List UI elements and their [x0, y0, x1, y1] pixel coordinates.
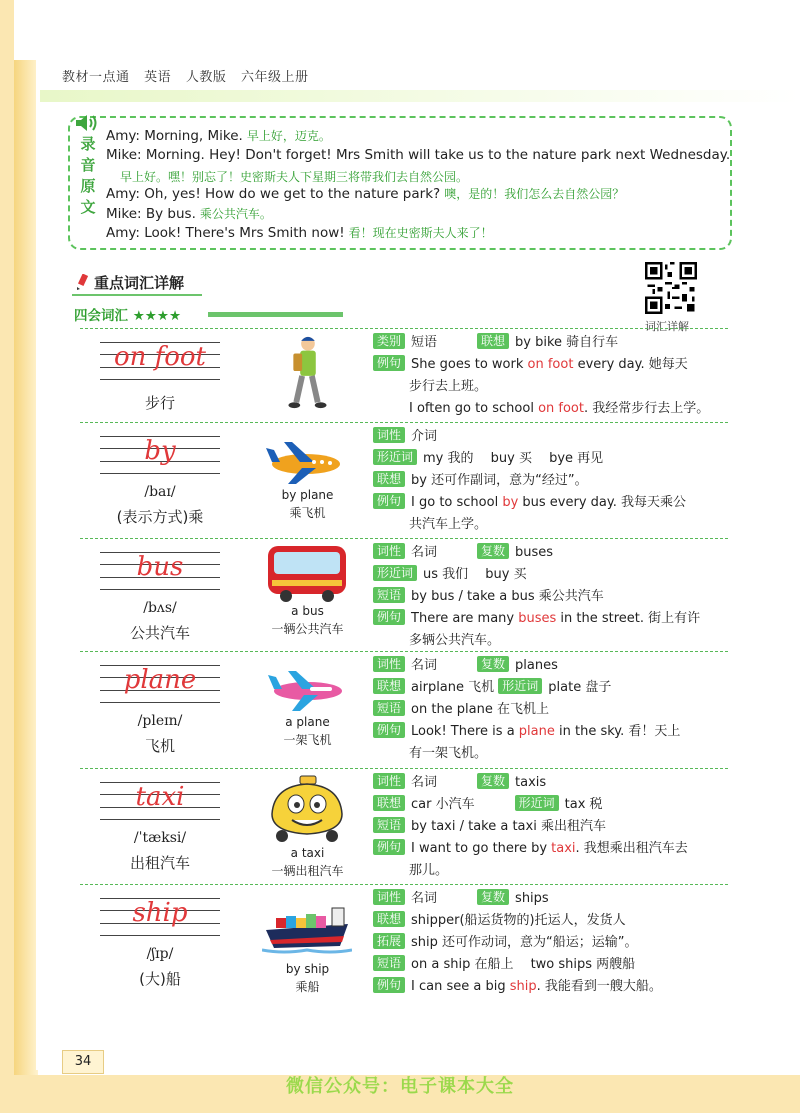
dialogue-line	[120, 168, 468, 185]
info-text: Look! There is a	[411, 724, 519, 739]
dialogue-en: Amy: Oh, yes! How do we get to the nature park?	[106, 186, 441, 202]
info-row	[373, 677, 680, 699]
qr-caption: 词汇详解	[645, 320, 689, 333]
highlighted-word: on foot	[538, 401, 584, 416]
dialogue-label-char: 音	[80, 156, 96, 174]
info-row	[373, 655, 680, 677]
info-tag: 形近词	[373, 449, 417, 465]
info-text: ships	[515, 891, 549, 906]
vocab-ipa: /bʌs/	[143, 600, 177, 616]
info-tag: 词性	[373, 543, 405, 559]
info-row	[373, 932, 662, 954]
info-text: every day. 她每天	[573, 357, 688, 372]
info-text: 短语	[411, 335, 438, 350]
picture-caption-en: a taxi	[290, 846, 325, 860]
info-tag: 联想	[373, 911, 405, 927]
entry-info	[373, 542, 700, 652]
info-text: She goes to work	[411, 357, 528, 372]
info-tag: 短语	[373, 817, 405, 833]
info-row	[373, 976, 662, 998]
dialogue-cn: 噢，是的！我们怎么去自然公园？	[444, 187, 625, 201]
vocab-ipa: /ˈtæksi/	[133, 830, 187, 846]
dialogue-line	[106, 147, 730, 163]
info-text: on the plane 在飞机上	[411, 702, 550, 717]
entry-info	[373, 772, 688, 882]
info-tag: 短语	[373, 587, 405, 603]
info-text: . 我经常步行去上学。	[583, 401, 710, 416]
picture-caption	[255, 602, 360, 638]
dialogue-line	[106, 185, 624, 202]
vocab-meaning: 出租汽车	[129, 854, 190, 872]
pencil-icon	[74, 274, 90, 290]
info-tag: 复数	[477, 889, 509, 905]
taxi-icon	[262, 774, 352, 844]
info-row	[373, 860, 688, 882]
vocab-entry-plane	[80, 655, 730, 765]
vocab-word: plane	[123, 665, 197, 695]
info-text: 介词	[411, 429, 438, 444]
info-text: taxis	[515, 775, 547, 790]
info-row	[373, 630, 700, 652]
info-row	[373, 910, 662, 932]
row-divider	[80, 422, 728, 423]
dialogue-label-char: 原	[80, 177, 96, 195]
picture-caption-en: a bus	[291, 604, 324, 618]
info-tag: 例句	[373, 977, 405, 993]
info-text: my 我的 buy 买 bye 再见	[423, 451, 604, 466]
header-band	[40, 90, 800, 102]
entry-info	[373, 426, 686, 536]
info-row	[373, 542, 700, 564]
picture-caption	[255, 713, 360, 749]
info-text: by 还可作副词，意为“经过”。	[411, 473, 588, 488]
vocab-ipa: /ʃɪp/	[146, 946, 174, 962]
info-row	[373, 426, 686, 448]
info-text: 那儿。	[409, 863, 449, 878]
dialogue-label	[78, 134, 98, 218]
ship-icon	[262, 894, 352, 956]
info-text: 名词	[411, 658, 438, 673]
info-text: There are many	[411, 611, 519, 626]
info-tag: 拓展	[373, 933, 405, 949]
vocab-ipa: /pleɪn/	[137, 713, 183, 729]
picture-caption	[255, 844, 360, 880]
info-tag: 联想	[373, 678, 405, 694]
info-tag: 形近词	[515, 795, 559, 811]
info-tag: 类别	[373, 333, 405, 349]
info-row	[373, 772, 688, 794]
subsection-title: 四会词汇 ★★★★	[74, 308, 182, 324]
vocab-word: on foot	[113, 342, 207, 372]
dialogue-label-char: 录	[80, 135, 96, 153]
vocab-entry-taxi	[80, 772, 730, 882]
highlighted-word: buses	[518, 611, 557, 626]
info-text: in the sky. 看！天上	[554, 724, 681, 739]
info-text: shipper(船运货物的)托运人，发货人	[411, 913, 626, 928]
info-text: 步行去上班。	[409, 379, 488, 394]
vocab-entry-on-foot	[80, 332, 730, 420]
info-text: 名词	[411, 891, 438, 906]
header-edition: 人教版	[185, 70, 227, 85]
info-row	[373, 838, 688, 860]
vocab-word: bus	[136, 552, 184, 582]
page-edge-left	[0, 0, 14, 1113]
picture-caption-cn: 乘飞机	[289, 506, 326, 520]
vocab-meaning: 飞机	[144, 737, 175, 755]
vocab-meaning: 步行	[144, 394, 175, 412]
info-row	[373, 470, 686, 492]
qr-code[interactable]	[645, 262, 697, 314]
info-tag: 短语	[373, 955, 405, 971]
info-text: by taxi / take a taxi 乘出租汽车	[411, 819, 606, 834]
vocab-word: by	[144, 436, 176, 466]
info-text: buses	[515, 545, 554, 560]
dialogue-en: Amy: Look! There's Mrs Smith now!	[106, 225, 345, 241]
info-tag: 例句	[373, 493, 405, 509]
info-tag: 词性	[373, 773, 405, 789]
info-row	[373, 448, 686, 470]
info-tag: 联想	[373, 795, 405, 811]
info-tag: 词性	[373, 656, 405, 672]
info-tag: 词性	[373, 427, 405, 443]
dialogue-cn: 看！现在史密斯夫人来了！	[348, 226, 493, 240]
info-text: us 我们 buy 买	[423, 567, 527, 582]
vocab-meaning: (大)船	[139, 970, 181, 988]
highlighted-word: taxi	[551, 841, 576, 856]
vocab-meaning: (表示方式)乘	[116, 508, 204, 526]
info-tag: 形近词	[498, 678, 542, 694]
info-text: in the street. 街上有许	[556, 611, 701, 626]
info-text: plate 盘子	[548, 680, 612, 695]
highlighted-word: plane	[518, 724, 555, 739]
row-divider	[80, 768, 728, 769]
info-text: 名词	[411, 775, 438, 790]
picture-caption-cn: 一辆出租汽车	[271, 864, 344, 878]
dialogue-line	[106, 127, 331, 144]
picture-caption-cn: 一辆公共汽车	[271, 622, 344, 636]
section-underline	[72, 294, 202, 296]
info-row	[373, 332, 709, 354]
vocab-word: taxi	[135, 782, 185, 812]
info-tag: 例句	[373, 609, 405, 625]
dialogue-line	[106, 224, 493, 241]
vocab-ipa: /baɪ/	[144, 484, 176, 500]
info-tag: 联想	[373, 471, 405, 487]
info-row	[373, 743, 680, 765]
info-tag: 复数	[477, 773, 509, 789]
row-divider	[80, 538, 728, 539]
info-row	[373, 586, 700, 608]
info-text: planes	[515, 658, 558, 673]
picture-caption-cn: 一架飞机	[283, 733, 332, 747]
info-row	[373, 816, 688, 838]
dialogue-label-char: 文	[80, 198, 96, 216]
header-book: 教材一点通	[62, 70, 130, 85]
highlighted-word: on foot	[527, 357, 574, 372]
info-text: airplane 飞机	[411, 680, 499, 695]
section-title-text: 重点词汇详解	[94, 274, 185, 292]
info-text: 有一架飞机。	[409, 746, 488, 761]
running-header	[62, 66, 318, 85]
info-row	[373, 794, 688, 816]
info-text: . 我能看到一艘大船。	[536, 979, 662, 994]
vocab-entry-bus	[80, 542, 730, 650]
info-row	[373, 954, 662, 976]
info-row	[373, 376, 709, 398]
walking-boy-icon	[262, 334, 352, 412]
info-text: tax 税	[564, 797, 603, 812]
info-tag: 形近词	[373, 565, 417, 581]
vocab-entry-by	[80, 426, 730, 536]
dialogue-en: Mike: By bus.	[106, 206, 196, 222]
row-divider	[80, 328, 728, 329]
info-text: on a ship 在船上 two ships 两艘船	[411, 957, 636, 972]
info-text: by bike 骑自行车	[515, 335, 619, 350]
info-text: I often go to school	[409, 401, 539, 416]
entry-info	[373, 888, 662, 998]
info-row	[373, 721, 680, 743]
vocab-word: ship	[132, 898, 188, 928]
info-tag: 复数	[477, 543, 509, 559]
info-tag: 例句	[373, 839, 405, 855]
info-row	[373, 699, 680, 721]
entry-info	[373, 655, 680, 765]
info-text: bus every day. 我每天乘公	[518, 495, 686, 510]
airplane-icon	[262, 669, 352, 713]
info-row	[373, 398, 709, 420]
info-tag: 例句	[373, 355, 405, 371]
header-subject: 英语	[144, 70, 172, 85]
info-text: I go to school	[411, 495, 503, 510]
info-text: 名词	[411, 545, 438, 560]
info-row	[373, 888, 662, 910]
info-text: I want to go there by	[411, 841, 552, 856]
info-text: ship 还可作动词，意为“船运；运输”。	[411, 935, 638, 950]
info-tag: 复数	[477, 656, 509, 672]
dialogue-line	[106, 205, 272, 222]
info-tag: 例句	[373, 722, 405, 738]
info-text: I can see a big	[411, 979, 510, 994]
info-tag: 词性	[373, 889, 405, 905]
info-row	[373, 564, 700, 586]
airplane-icon	[262, 436, 352, 488]
highlighted-word: ship	[509, 979, 537, 994]
footer-watermark: 微信公众号：电子课本大全	[286, 1076, 514, 1097]
picture-caption-cn: 乘船	[295, 980, 320, 994]
picture-caption-en: by plane	[281, 488, 334, 502]
subsection-bar	[208, 312, 343, 317]
info-text: . 我想乘出租汽车去	[575, 841, 688, 856]
info-tag: 短语	[373, 700, 405, 716]
info-text: 共汽车上学。	[409, 517, 488, 532]
page-curl	[14, 60, 38, 1080]
speaker-icon[interactable]	[74, 113, 98, 133]
entry-info	[373, 332, 709, 420]
picture-caption	[255, 486, 360, 522]
page-number: 34	[62, 1050, 104, 1074]
info-tag: 联想	[477, 333, 509, 349]
row-divider	[80, 884, 728, 885]
info-row	[373, 354, 709, 376]
highlighted-word: by	[502, 495, 519, 510]
picture-caption-en: a plane	[285, 715, 330, 729]
header-grade: 六年级上册	[240, 70, 309, 85]
picture-caption-en: by ship	[285, 962, 330, 976]
dialogue-cn: 早上好，迈克。	[246, 129, 331, 143]
picture-caption	[255, 960, 360, 996]
dialogue-cn: 早上好。嘿！别忘了！史密斯夫人下星期三将带我们去自然公园。	[120, 170, 469, 184]
dialogue-en: Mike: Morning. Hey! Don't forget! Mrs Smith will take us to the nature park next Wednesday.	[106, 147, 731, 163]
dialogue-en: Amy: Morning, Mike.	[106, 128, 243, 144]
info-row	[373, 514, 686, 536]
info-text: car 小汽车	[411, 797, 475, 812]
info-row	[373, 608, 700, 630]
info-text: by bus / take a bus 乘公共汽车	[411, 589, 604, 604]
section-title	[74, 272, 184, 293]
vocab-meaning: 公共汽车	[129, 624, 190, 642]
vocab-entry-ship	[80, 888, 730, 1008]
info-text: 多辆公共汽车。	[409, 633, 501, 648]
dialogue-cn: 乘公共汽车。	[199, 207, 272, 221]
bus-icon	[262, 542, 352, 602]
info-row	[373, 492, 686, 514]
